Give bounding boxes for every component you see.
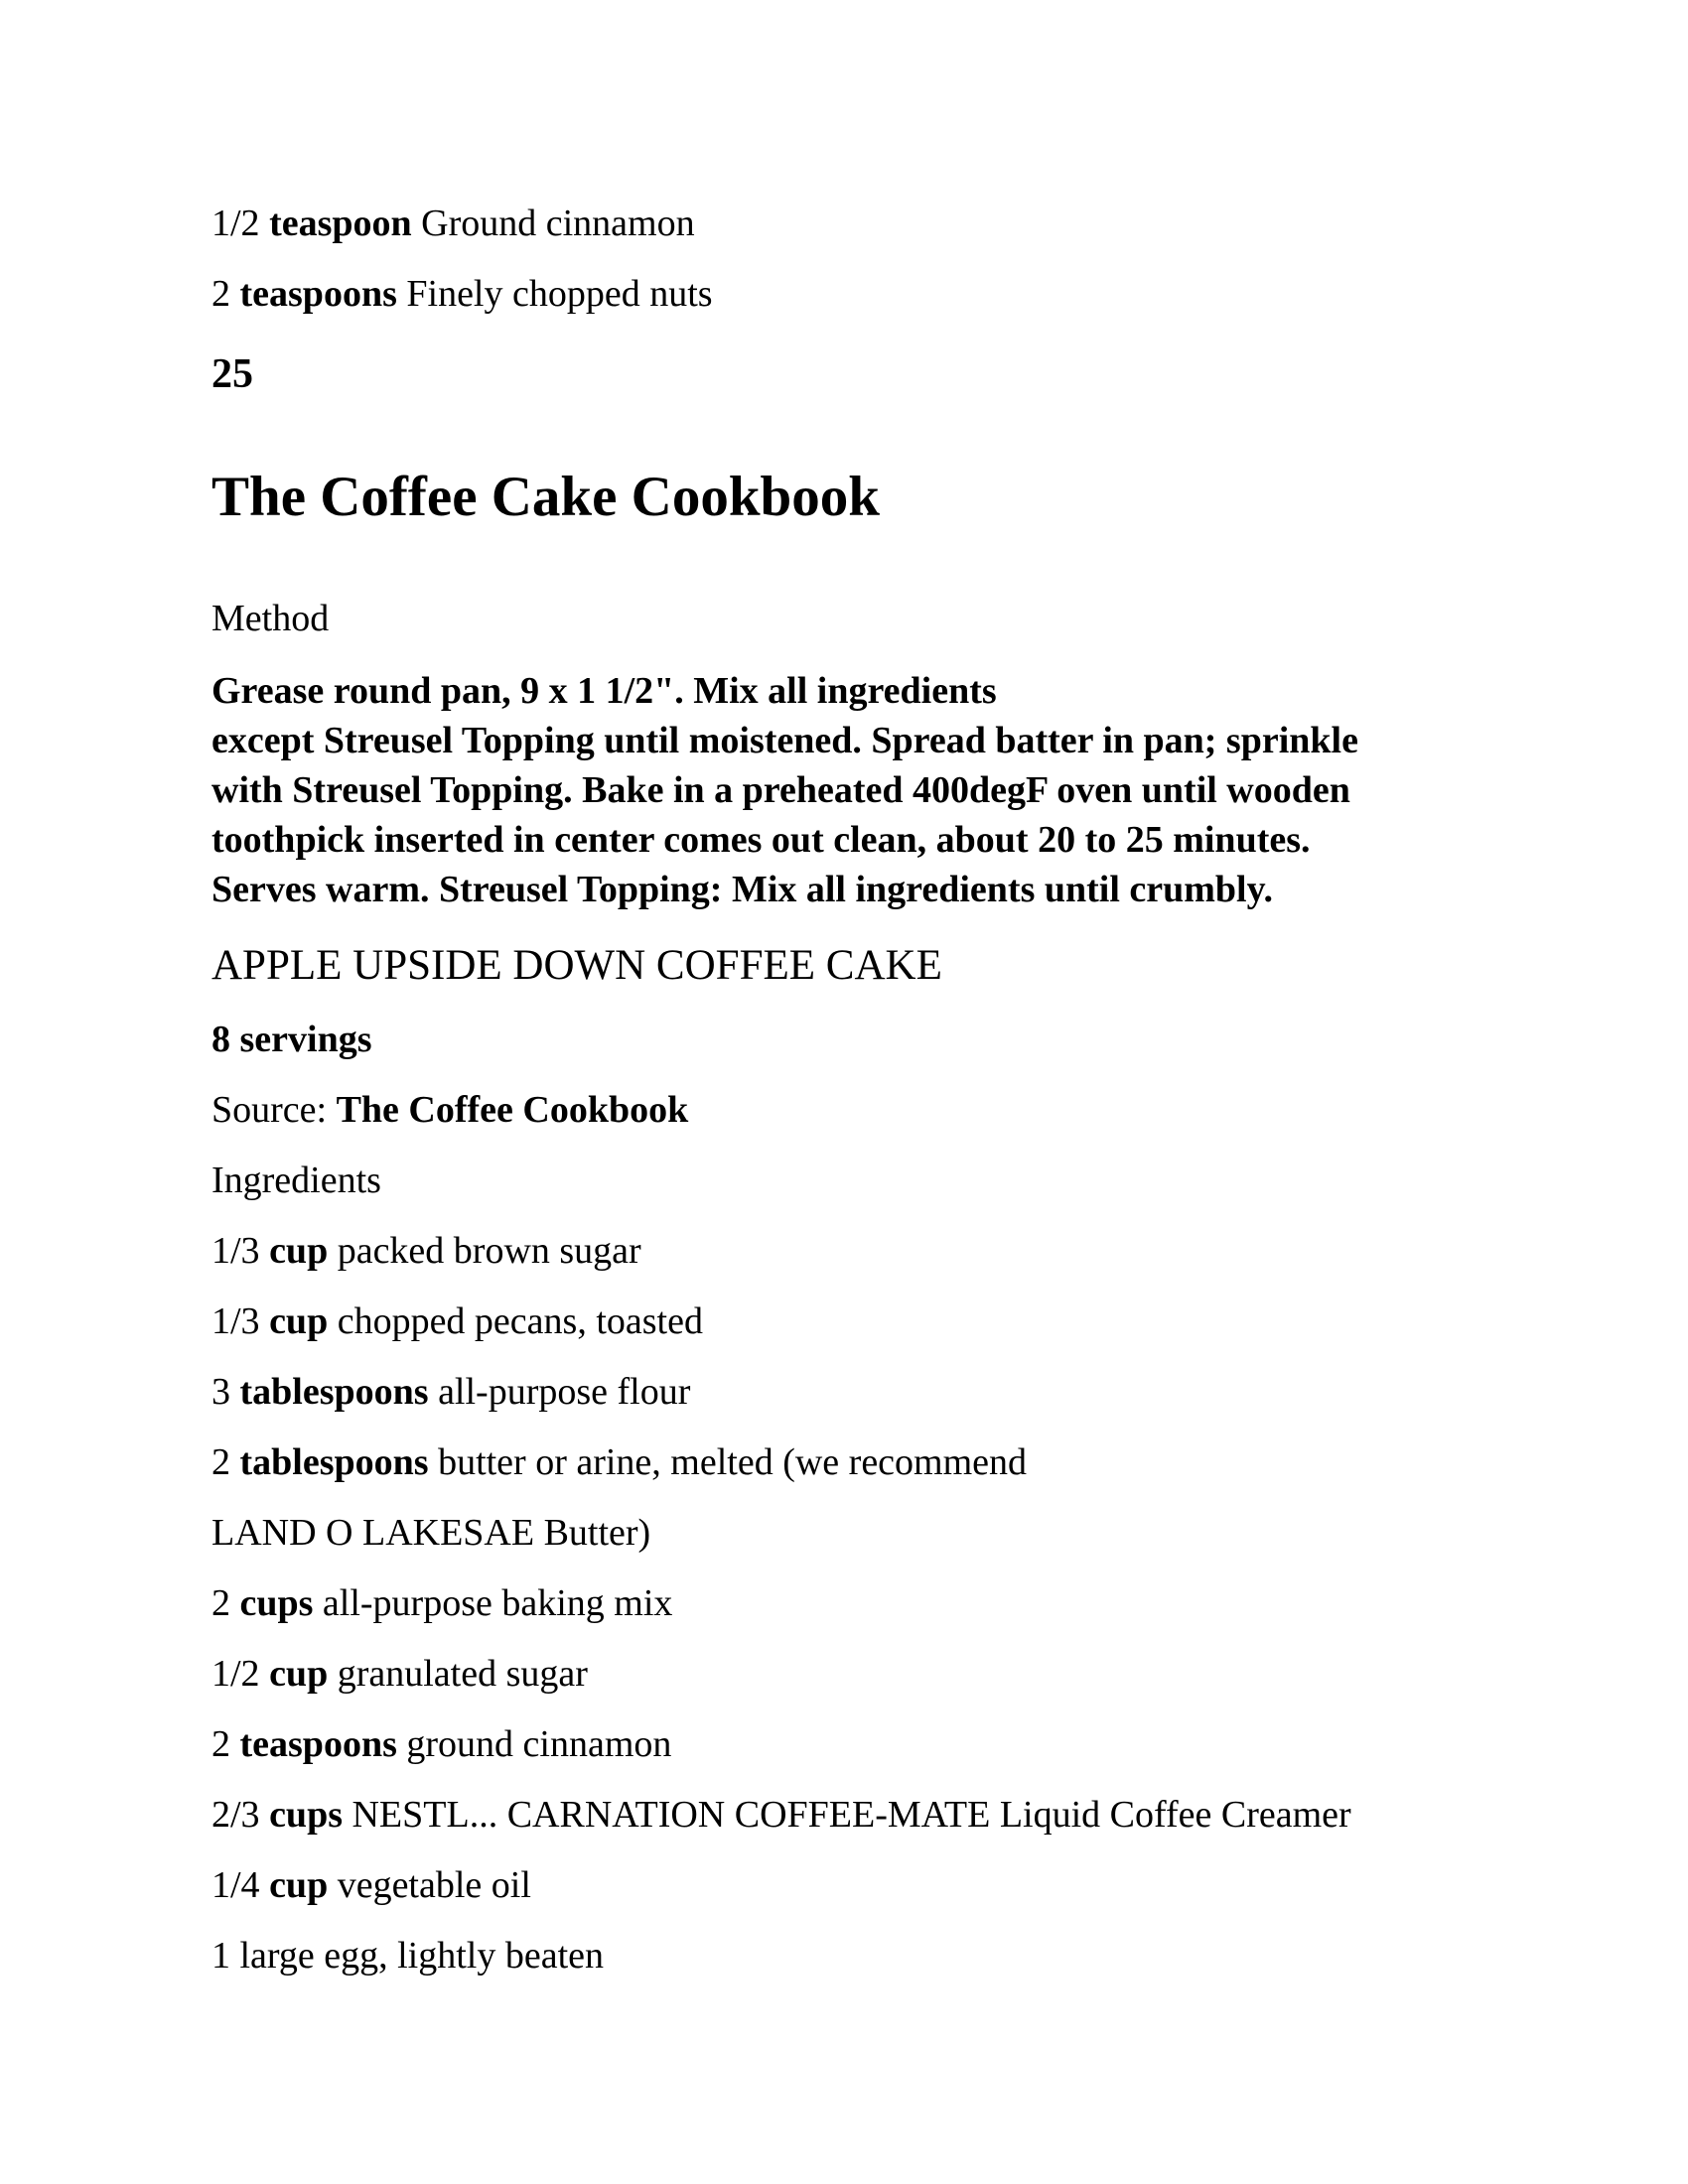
ingredient-line [211,1229,641,1273]
ingredients-label: Ingredients [211,1160,381,1201]
ingredient-line [211,272,713,316]
ingredient-item: packed brown sugar [337,1230,641,1272]
ingredient-item: granulated sugar [337,1653,588,1695]
ingredient-qty: 1/3 [211,1300,260,1342]
ingredient-item: all-purpose flour [438,1371,691,1413]
ingredient-line [211,1299,703,1343]
ingredient-line [211,1722,671,1766]
ingredient-unit: cups [269,1794,343,1836]
ingredient-line [211,1652,588,1696]
ingredient-qty: 1/2 [211,203,260,244]
ingredient-unit: cup [269,1653,329,1695]
ingredient-unit: teaspoon [269,203,412,244]
ingredient-qty: 2 [211,273,230,315]
method-label: Method [211,598,330,639]
ingredient-line [211,1440,1027,1484]
ingredient-line [211,1370,690,1414]
recipe-title: APPLE UPSIDE DOWN COFFEE CAKE [211,942,942,989]
source-value: The Coffee Cookbook [336,1089,689,1131]
ingredient-item: Finely chopped nuts [406,273,713,315]
recipe-source [211,1088,688,1132]
ingredient-line [211,1793,1351,1837]
method-line: except Streusel Topping until moistened. Spread batter in pan; sprinkle [211,720,1358,761]
ingredient-unit: tablespoons [239,1371,429,1413]
ingredient-item: all-purpose baking mix [322,1582,673,1624]
method-line: toothpick inserted in center comes out clean, about 20 to 25 minutes. [211,819,1311,861]
ingredient-qty: 2 [211,1582,230,1624]
ingredient-qty: 3 [211,1371,230,1413]
ingredient-item: butter or arine, melted (we recommend [438,1441,1028,1483]
source-label: Source: [211,1089,328,1131]
ingredient-qty: 1/4 [211,1864,260,1906]
ingredient-line [211,1934,604,1978]
ingredient-line [211,1581,672,1625]
ingredient-item: large egg, lightly beaten [239,1935,605,1977]
ingredient-line [211,202,695,245]
ingredient-qty: 2 [211,1441,230,1483]
ingredient-item: ground cinnamon [406,1723,672,1765]
ingredient-item: NESTL... CARNATION COFFEE-MATE Liquid Coffee Creamer [352,1794,1351,1836]
ingredient-line [211,1863,531,1907]
page-number: 25 [211,351,253,397]
method-line: Grease round pan, 9 x 1 1/2". Mix all ingredients [211,670,997,712]
ingredient-qty: 1/2 [211,1653,260,1695]
method-paragraph [211,666,1502,914]
ingredient-item: LAND O LAKESAE Butter) [211,1512,651,1554]
ingredient-unit: cup [269,1300,329,1342]
ingredient-item: chopped pecans, toasted [337,1300,703,1342]
ingredient-line [211,1511,650,1555]
method-line: with Streusel Topping. Bake in a preheated 400degF oven until wooden [211,769,1350,811]
ingredient-unit: cup [269,1864,329,1906]
ingredient-qty: 1 [211,1935,230,1977]
ingredient-unit: cups [239,1582,314,1624]
recipe-servings: 8 servings [211,1019,372,1060]
ingredient-unit: teaspoons [239,1723,397,1765]
ingredient-qty: 2/3 [211,1794,260,1836]
ingredient-qty: 1/3 [211,1230,260,1272]
ingredient-unit: tablespoons [239,1441,429,1483]
ingredient-item: vegetable oil [337,1864,531,1906]
ingredient-qty: 2 [211,1723,230,1765]
book-title: The Coffee Cake Cookbook [211,466,880,528]
ingredient-unit: teaspoons [239,273,397,315]
method-line: Serves warm. Streusel Topping: Mix all ingredients until crumbly. [211,869,1274,910]
ingredient-item: Ground cinnamon [421,203,695,244]
ingredient-unit: cup [269,1230,329,1272]
